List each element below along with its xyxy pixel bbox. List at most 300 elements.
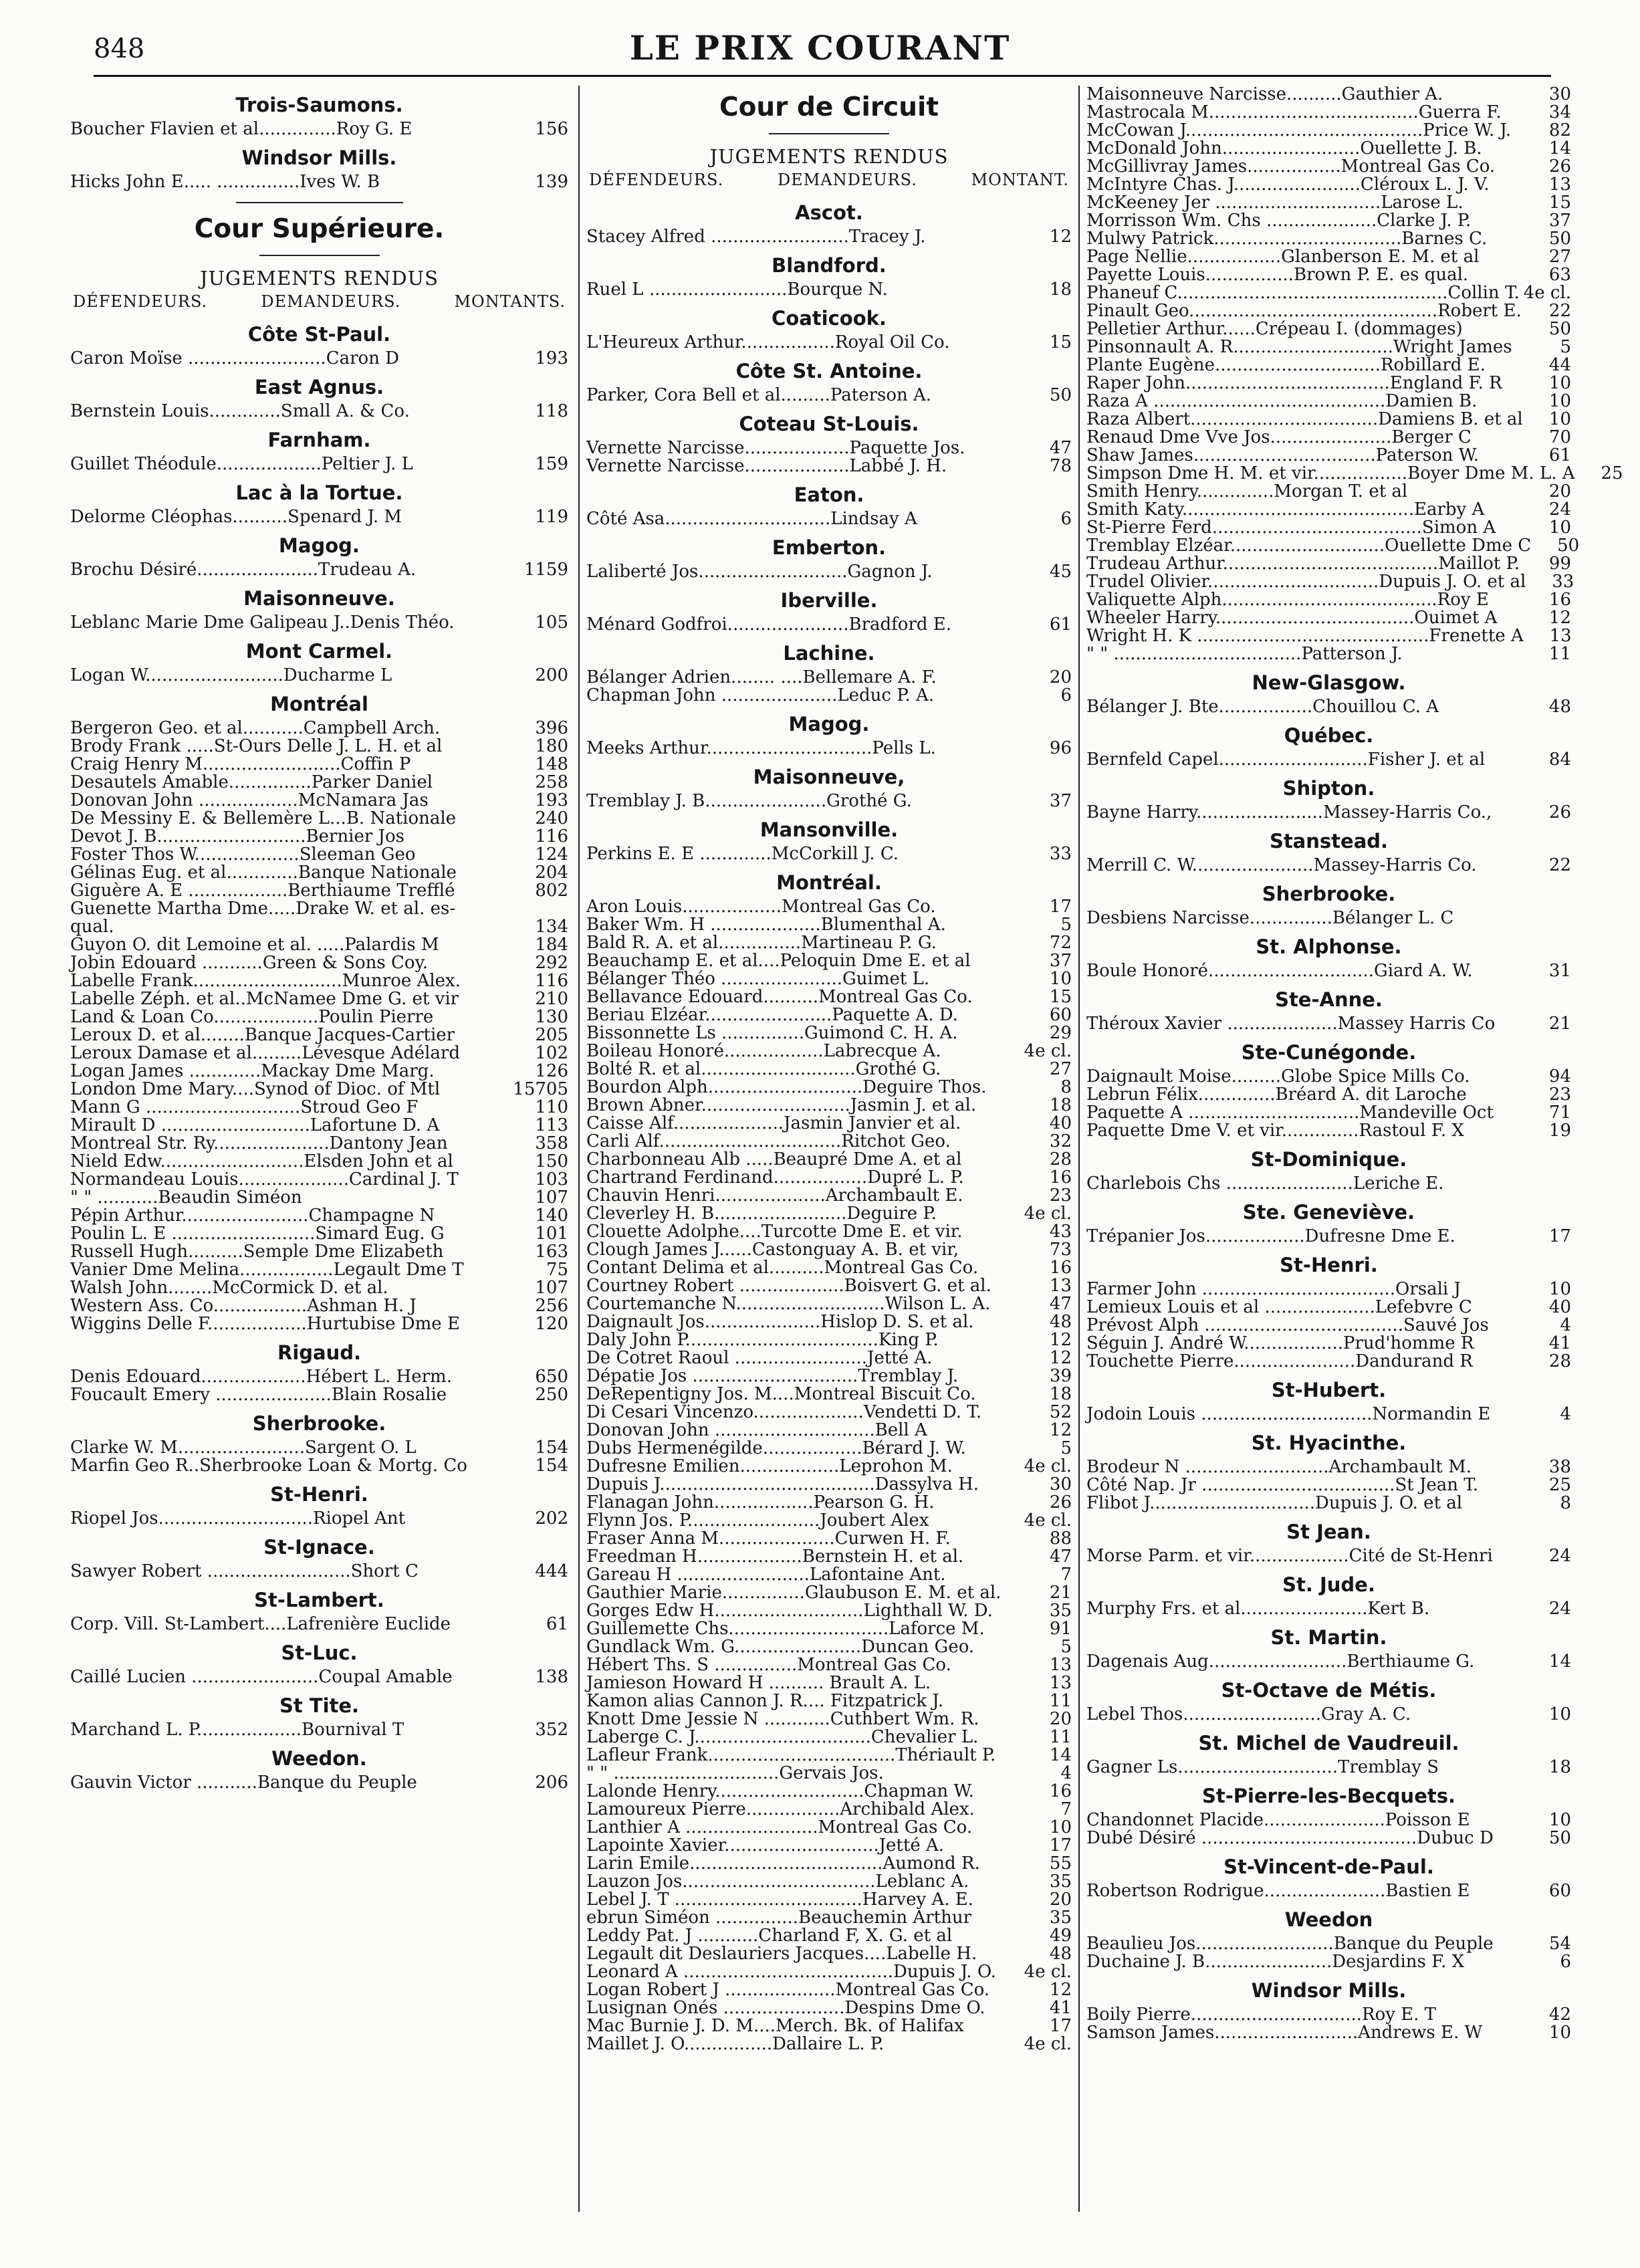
judgment-amount: 61: [546, 1614, 568, 1634]
judgment-row: [1086, 1706, 1571, 1724]
judgment-amount: 163: [535, 1242, 568, 1262]
column-left: [70, 86, 568, 2212]
judgment-parties: Bernstein Louis.............Small A. & Co.: [70, 401, 410, 421]
judgment-row: [586, 1656, 1072, 1674]
judgment-parties: Charbonneau Alb .....Beaupré Dme A. et al: [586, 1149, 962, 1169]
judgment-parties: Cleverley H. B........................Deguire P.: [586, 1204, 937, 1224]
judgment-parties: Bolté R. et al............................Grothé G.: [586, 1059, 941, 1079]
judgment-parties: Touchette Pierre......................Dandurand R: [1086, 1351, 1473, 1371]
judgment-row: [586, 1440, 1072, 1458]
judgment-parties: Hicks John E..... ...............Ives W. B: [70, 172, 380, 192]
judgment-parties: Denis Edouard...................Hébert L. Herm.: [70, 1367, 452, 1387]
judgment-amount: 250: [535, 1385, 568, 1405]
section-heading: Sherbrooke.: [1262, 883, 1396, 905]
judgment-parties: Caisse Alf....................Jasmin Janvier et al.: [586, 1113, 961, 1133]
judgment-row: [1086, 158, 1571, 176]
judgment-amount: 10: [1548, 1810, 1571, 1830]
judgment-parties: Bellavance Edouard..........Montreal Gas Co.: [586, 987, 973, 1007]
section-heading: St-Octave de Métis.: [1221, 1679, 1437, 1702]
judgment-parties: Lemieux Louis et al ....................Lefebvre C: [1086, 1297, 1472, 1317]
judgment-parties: Beauchamp E. et al....Peloquin Dme E. et al: [586, 951, 971, 971]
judgment-row: [1086, 962, 1571, 980]
judgment-parties: Western Ass. Co.................Ashman H. J: [70, 1296, 417, 1316]
judgment-row: [586, 1891, 1072, 1909]
section-heading: Farnham.: [267, 429, 371, 451]
judgment-row: [1086, 1175, 1571, 1193]
judgment-parties: Leonard A ......................................Dupuis J. O.: [586, 1962, 996, 1982]
judgment-parties: Daly John P...................................King P.: [586, 1330, 939, 1350]
judgment-row: [70, 1243, 568, 1261]
judgment-row: [70, 1615, 568, 1633]
judgment-row: [70, 1153, 568, 1171]
judgment-amount: 82: [1548, 120, 1571, 140]
judgment-row: [1086, 1335, 1571, 1353]
judgment-amount: 107: [535, 1278, 568, 1298]
judgment-amount: 358: [535, 1133, 568, 1153]
judgment-amount: 60: [1548, 1881, 1571, 1901]
section-heading: Lac à la Tortue.: [235, 481, 403, 504]
judgment-amount: 10: [1548, 1279, 1571, 1299]
judgment-row: [70, 508, 568, 526]
judgment-row: [1086, 212, 1571, 230]
judgment-amount: 35: [1049, 1872, 1072, 1892]
judgment-amount: 20: [1049, 1709, 1072, 1729]
judgment-parties: Logan Robert J ....................Montreal Gas Co.: [586, 1980, 990, 2000]
judgment-row: [586, 228, 1072, 246]
judgment-row: [586, 1331, 1072, 1349]
judgment-amount: 4e cl.: [1024, 2034, 1072, 2054]
judgment-parties: Gundlack Wm. G.......................Duncan Geo.: [586, 1637, 975, 1657]
judgment-row: [586, 1367, 1072, 1385]
judgment-parties: Courtney Robert ...................Boisvert G. et al.: [586, 1276, 991, 1296]
section-heading: St-Luc.: [281, 1641, 358, 1664]
judgment-amount: 4: [1560, 1315, 1571, 1335]
judgment-row: [586, 1819, 1072, 1837]
judgment-parties: Leroux D. et al........Banque Jacques-Cartier: [70, 1025, 455, 1045]
judgment-row: [1086, 1811, 1571, 1829]
judgment-parties: Boucher Flavien et al..............Roy G. E: [70, 119, 413, 139]
judgment-row: [586, 1241, 1072, 1259]
section-heading: St. Michel de Vaudreuil.: [1198, 1732, 1459, 1754]
judgment-parties: Dubé Désiré .......................................Dubuc D: [1086, 1828, 1494, 1848]
judgment-amount: 10: [1548, 518, 1571, 538]
judgment-parties: Jodoin Louis ...............................Normandin E: [1086, 1404, 1491, 1424]
judgment-amount: 154: [535, 1456, 568, 1476]
judgment-amount: 6: [1560, 1952, 1571, 1972]
judgment-parties: Lanthier A ........................Montreal Gas Co.: [586, 1817, 973, 1837]
judgment-parties: Chartrand Ferdinand.................Dupré L. P.: [586, 1167, 964, 1187]
judgment-amount: 5: [1560, 337, 1571, 357]
judgment-row: [586, 1783, 1072, 1801]
judgment-parties: Prévost Alph ....................................Sauvé Jos: [1086, 1315, 1489, 1335]
judgment-row: [1086, 1353, 1571, 1371]
judgment-row: [586, 1403, 1072, 1422]
judgment-amount: 103: [535, 1169, 568, 1189]
judgment-amount: 99: [1548, 554, 1571, 574]
judgment-amount: 28: [1049, 1149, 1072, 1169]
judgment-parties: Beriau Elzéar.......................Paquette A. D.: [586, 1005, 958, 1025]
judgment-row: [70, 918, 568, 936]
judgment-row: [1086, 2024, 1571, 2042]
judgment-parties: Shaw James.................................Paterson W.: [1086, 445, 1480, 465]
judgment-parties: Daignault Moise.........Globe Spice Mills Co.: [1086, 1066, 1470, 1087]
judgment-parties: Daignault Jos.....................Hislop D. S. et al.: [586, 1312, 974, 1332]
judgment-row: [586, 1728, 1072, 1746]
judgment-amount: 10: [1548, 2023, 1571, 2043]
judgment-row: [1086, 86, 1571, 104]
judgment-row: [586, 669, 1072, 687]
section-heading: Ste. Geneviève.: [1242, 1201, 1415, 1224]
judgment-amount: 17: [1049, 1835, 1072, 1855]
judgment-parties: DeRepentigny Jos. M....Montreal Biscuit Co.: [586, 1384, 976, 1404]
judgment-amount: 13: [1049, 1673, 1072, 1693]
judgment-amount: 91: [1049, 1619, 1072, 1639]
judgment-parties: L'Heureux Arthur.................Royal Oil Co.: [586, 332, 950, 352]
judgment-row: [586, 1855, 1072, 1873]
judgment-parties: Trudeau Arthur.......................................Maillot P.: [1086, 554, 1520, 574]
section-heading: Québec.: [1284, 724, 1374, 747]
judgment-row: [70, 1062, 568, 1081]
judgment-row: [70, 173, 568, 191]
judgment-parties: Ménard Godfroi......................Bradford E.: [586, 614, 952, 635]
judgment-parties: ebrun Siméon ...............Beauchemin Arthur: [586, 1908, 971, 1928]
judgment-parties: McGillivray James.................Montreal Gas Co.: [1086, 156, 1496, 177]
judgment-row: [586, 1945, 1072, 1963]
judgment-row: [1086, 1015, 1571, 1033]
judgment-amount: 4: [1060, 1763, 1072, 1783]
judgment-parties: Baker Wm. H ....................Blumenthal A.: [586, 915, 946, 935]
judgment-parties: Bissonnette Ls ...............Guimond C. H. A.: [586, 1023, 958, 1043]
judgment-amount: 22: [1548, 301, 1571, 321]
judgment-amount: 29: [1049, 1023, 1072, 1043]
judgment-parties: Caillé Lucien .......................Coupal Amable: [70, 1667, 453, 1687]
judgment-amount: 44: [1548, 355, 1571, 375]
judgment-row: [70, 810, 568, 828]
judgment-amount: 15705: [513, 1079, 568, 1099]
judgment-amount: 61: [1548, 445, 1571, 465]
judgment-row: [1086, 176, 1571, 194]
judgment-parties: Guillemette Chs.............................Laforce M.: [586, 1619, 985, 1639]
judgment-row: [586, 898, 1072, 916]
judgment-parties: Payette Louis................Brown P. E. es qual.: [1086, 265, 1469, 285]
judgment-amount: 23: [1548, 1085, 1571, 1105]
judgment-amount: 50: [1049, 385, 1072, 405]
judgment-row: [1086, 392, 1571, 411]
judgment-parties: Lebel J. T ..................................Harvey A. E.: [586, 1890, 973, 1910]
judgment-parties: Perkins E. E .............McCorkill J. C.: [586, 844, 899, 864]
section-heading: St Jean.: [1286, 1520, 1371, 1543]
judgment-amount: 134: [535, 917, 568, 937]
judgment-row: [70, 1008, 568, 1026]
judgment-row: [1086, 140, 1571, 158]
judgment-row: [586, 1765, 1072, 1783]
judgment-parties: Boileau Honoré..................Labrecque A.: [586, 1041, 941, 1061]
judgment-row: [1086, 536, 1580, 556]
judgment-row: [70, 350, 568, 368]
judgment-row: [70, 719, 568, 738]
judgment-amount: 94: [1548, 1066, 1571, 1087]
judgment-row: [70, 614, 568, 632]
judgment-parties: Flanagan John..................Pearson G. H.: [586, 1492, 935, 1512]
judgment-amount: 138: [535, 1667, 568, 1687]
section-heading: Ste-Cunégonde.: [1241, 1041, 1417, 1064]
judgment-amount: 26: [1548, 802, 1571, 822]
judgment-parties: Chandonnet Placide......................Poisson E: [1086, 1810, 1470, 1830]
judgment-amount: 202: [535, 1508, 568, 1528]
judgment-parties: qual.: [70, 917, 114, 937]
section-divider: [259, 255, 380, 256]
judgment-parties: Bélanger Adrien........ ....Bellemare A. F.: [586, 667, 937, 687]
judgment-row: [586, 1060, 1072, 1079]
judgment-parties: Pépin Arthur.......................Champagne N: [70, 1206, 435, 1226]
judgment-row: [70, 455, 568, 473]
court-title: Cour Supérieure.: [194, 214, 445, 244]
judgment-parties: Murphy Frs. et al.......................Kert B.: [1086, 1599, 1430, 1619]
judgment-parties: Dufresne Emilien..................Leprohon M.: [586, 1456, 953, 1476]
judgment-row: [586, 1295, 1072, 1313]
section-heading: Côte St-Paul.: [247, 323, 391, 346]
judgment-parties: Clough James J......Castonguay A. B. et vir,: [586, 1240, 959, 1260]
judgment-amount: 11: [1548, 644, 1571, 664]
judgment-row: [586, 1548, 1072, 1566]
judgment-row: [70, 403, 568, 421]
judgment-parties: Wright H. K ..........................................Frenette A: [1086, 626, 1524, 646]
section-heading: Lachine.: [783, 642, 875, 665]
judgment-parties: Land & Loan Co...................Poulin Pierre: [70, 1007, 434, 1027]
section-heading: St-Vincent-de-Paul.: [1223, 1855, 1434, 1878]
judgment-row: [1086, 1653, 1571, 1671]
judgment-parties: Guyon O. dit Lemoine et al. .....Palardis M: [70, 935, 439, 955]
judgment-parties: Clouette Adolphe....Turcotte Dme E. et vir.: [586, 1222, 963, 1242]
section-heading: Weedon: [1284, 1908, 1373, 1931]
judgment-parties: Parker, Cora Bell et al.........Paterson A.: [586, 385, 932, 405]
judgment-amount: 4e cl.: [1024, 1041, 1072, 1061]
judgment-amount: 148: [535, 754, 568, 774]
judgment-parties: Logan W.........................Ducharme L: [70, 665, 392, 685]
judgment-amount: 118: [535, 401, 568, 421]
judgment-parties: Raza A ..........................................Damien B.: [1086, 391, 1478, 411]
judgment-parties: Côté Nap. Jr ...................................St Jean T.: [1086, 1475, 1479, 1495]
judgment-parties: Carli Alf.................................Ritchot Geo.: [586, 1131, 951, 1151]
judgment-amount: 21: [1548, 1014, 1571, 1034]
judgment-row: [1086, 698, 1571, 716]
judgment-parties: Flibot J..............................Dupuis J. O. et al: [1086, 1493, 1463, 1513]
judgment-amount: 49: [1049, 1926, 1072, 1946]
column-header: DÉFENDEURS.: [73, 292, 208, 311]
judgment-row: [1086, 1547, 1571, 1565]
judgment-row: [1086, 320, 1571, 338]
section-divider: [769, 133, 889, 134]
judgment-parties: " " ...........Beaudin Siméon: [70, 1187, 302, 1208]
judgment-row: [1086, 1476, 1571, 1494]
judgment-row: [586, 1187, 1072, 1205]
judgment-parties: Phaneuf C.................................................Collin T.: [1086, 283, 1520, 303]
judgment-row: [70, 954, 568, 972]
judgment-parties: Leroux Damase et al.........Lévesque Adélard: [70, 1043, 461, 1063]
judgment-row: [70, 1279, 568, 1297]
judgment-amount: 193: [535, 790, 568, 810]
judgment-parties: McDonald John.........................Ouellette J. B.: [1086, 138, 1482, 158]
judgment-parties: Desautels Amable...............Parker Daniel: [70, 772, 433, 792]
judgment-parties: Maillet J. O................Dallaire L. P.: [586, 2034, 885, 2054]
judgment-row: [586, 457, 1072, 475]
judgment-parties: Riopel Jos............................Riopel Ant: [70, 1508, 406, 1528]
judgment-row: [1086, 555, 1571, 573]
judgment-amount: 48: [1049, 1312, 1072, 1332]
judgment-parties: Brody Frank .....St-Ours Delle J. L. H. et al: [70, 736, 443, 756]
judgment-amount: 120: [535, 1314, 568, 1334]
judgment-amount: 102: [535, 1043, 568, 1063]
judgment-parties: Merrill C. W......................Massey-Harris Co.: [1086, 855, 1477, 875]
judgment-parties: Chauvin Henri....................Archambault E.: [586, 1185, 963, 1206]
judgment-amount: 38: [1548, 1457, 1571, 1477]
judgment-parties: Renaud Dme Vve Jos......................Berger C: [1086, 427, 1472, 447]
judgment-amount: 292: [535, 953, 568, 973]
column-headers: [586, 171, 1072, 193]
judgment-parties: London Dme Mary....Synod of Dioc. of Mtl: [70, 1079, 441, 1099]
judgment-amount: 1159: [523, 560, 568, 580]
judgment-row: [586, 1169, 1072, 1187]
judgment-amount: 19: [1548, 1121, 1571, 1141]
judgment-amount: 40: [1049, 1113, 1072, 1133]
judgment-parties: Brodeur N ..........................Archambault M.: [1086, 1457, 1472, 1477]
judgment-parties: Gorges Edw H...........................Lighthall W. D.: [586, 1601, 993, 1621]
judgment-amount: 20: [1548, 481, 1571, 501]
judgment-row: [70, 936, 568, 954]
section-heading: Blandford.: [772, 254, 887, 277]
judgment-row: [1086, 302, 1571, 320]
judgment-row: [70, 900, 568, 918]
judgment-row: [1086, 645, 1571, 663]
section-heading: St. Martin.: [1270, 1626, 1387, 1649]
judgment-row: [1086, 519, 1571, 537]
judgment-row: [586, 1837, 1072, 1855]
judgment-row: [586, 1024, 1072, 1042]
judgment-row: [586, 1927, 1072, 1945]
judgment-amount: 4e cl.: [1024, 1456, 1072, 1476]
judgment-row: [1086, 1494, 1571, 1512]
judgment-parties: McKeeney Jer ..............................Larose L.: [1086, 193, 1463, 213]
judgment-row: [586, 1602, 1072, 1620]
judgment-parties: Devot J. B...........................Bernier Jos: [70, 826, 404, 846]
judgment-amount: 12: [1049, 1420, 1072, 1440]
section-heading: Coteau St-Louis.: [739, 413, 919, 435]
judgment-parties: Meeks Arthur..............................Pells L.: [586, 738, 936, 758]
court-title: Cour de Circuit: [719, 92, 939, 122]
judgment-parties: Trudel Olivier...............................Dupuis J. O. et al: [1086, 572, 1526, 592]
judgment-row: [586, 1512, 1072, 1530]
judgment-row: [586, 1530, 1072, 1548]
judgment-parties: St-Pierre Ferd......................................Simon A: [1086, 518, 1496, 538]
section-subtitle: JUGEMENTS RENDUS: [709, 145, 949, 168]
judgment-amount: 13: [1549, 626, 1572, 646]
judgment-row: [1086, 1953, 1571, 1971]
section-heading: Coaticook.: [772, 307, 887, 330]
section-heading: Eaton.: [794, 483, 864, 506]
section-divider: [236, 202, 403, 203]
judgment-amount: 18: [1049, 279, 1072, 300]
judgment-row: [1086, 411, 1571, 429]
judgment-row: [586, 1115, 1072, 1133]
judgment-row: [1086, 1104, 1571, 1122]
judgment-parties: McCowan J...........................................Price W. J.: [1086, 120, 1512, 140]
section-heading: Trois-Saumons.: [235, 94, 403, 116]
judgment-row: [1086, 1759, 1571, 1777]
judgment-row: [70, 1315, 568, 1333]
judgment-amount: 139: [535, 172, 568, 192]
judgment-amount: 75: [546, 1260, 568, 1280]
judgment-amount: 26: [1049, 1492, 1072, 1512]
section-heading: St-Ignace.: [263, 1536, 375, 1559]
judgment-amount: 11: [1049, 1691, 1072, 1711]
judgment-parties: Laliberté Jos...........................Gagnon J.: [586, 562, 933, 582]
section-heading: Mont Carmel.: [245, 640, 393, 663]
judgment-parties: Donovan John ..................McNamara Jas: [70, 790, 429, 810]
judgment-amount: 11: [1049, 1727, 1072, 1747]
section-subtitle: JUGEMENTS RENDUS: [199, 267, 439, 290]
section-heading: Montréal: [270, 693, 368, 715]
judgment-amount: 54: [1548, 1934, 1571, 1954]
judgment-amount: 101: [535, 1224, 568, 1244]
judgment-amount: 17: [1548, 1226, 1571, 1246]
judgment-parties: Morrisson Wm. Chs ....................Clarke J. P.: [1086, 211, 1472, 231]
judgment-amount: 116: [535, 826, 568, 846]
judgment-parties: Foucault Emery .....................Blain Rosalie: [70, 1385, 447, 1405]
judgment-parties: Legault dit Deslauriers Jacques....Labelle H.: [586, 1944, 977, 1964]
section-heading: Windsor Mills.: [241, 146, 397, 169]
judgment-parties: Brochu Désiré......................Trudeau A.: [70, 560, 417, 580]
judgment-row: [586, 1006, 1072, 1024]
section-heading: Maisonneuve,: [753, 766, 905, 788]
judgment-amount: 7: [1060, 1799, 1072, 1819]
judgment-parties: Delorme Cléophas..........Spenard J. M: [70, 507, 402, 527]
judgment-parties: Gélinas Eug. et al.............Banque Nationale: [70, 863, 457, 883]
judgment-amount: 124: [535, 844, 568, 865]
judgment-row: [1086, 248, 1571, 266]
judgment-parties: Normandeau Louis....................Cardinal J. T: [70, 1169, 459, 1189]
judgment-amount: 14: [1049, 1745, 1072, 1765]
judgment-row: [1086, 104, 1571, 122]
judgment-amount: 13: [1049, 1276, 1072, 1296]
judgment-parties: Vanier Dme Melina.................Legault Dme T: [70, 1260, 464, 1280]
judgment-parties: Walsh John........McCormick D. et al.: [70, 1278, 388, 1298]
section-heading: Magog.: [279, 534, 360, 557]
judgment-row: [70, 1668, 568, 1686]
judgment-amount: 60: [1049, 1005, 1072, 1025]
judgment-row: [586, 2035, 1072, 2053]
judgment-parties: Gauvin Victor ...........Banque du Peuple: [70, 1773, 417, 1793]
judgment-parties: Caron Moïse .........................Caron D: [70, 348, 400, 368]
judgment-parties: Freedman H...................Bernstein H. et al.: [586, 1547, 964, 1567]
section-heading: Iberville.: [780, 589, 878, 612]
judgment-row: [70, 1439, 568, 1457]
judgment-amount: 10: [1548, 1704, 1571, 1724]
judgment-amount: 47: [1049, 438, 1072, 458]
judgment-parties: Mulwy Patrick..................................Barnes C.: [1086, 229, 1488, 249]
judgment-parties: Chapman John .....................Leduc P. A.: [586, 685, 934, 705]
section-heading: St-Henri.: [270, 1483, 368, 1506]
judgment-parties: " " ..................................Patterson J.: [1086, 644, 1403, 664]
judgment-amount: 110: [535, 1097, 568, 1117]
judgment-parties: Robertson Rodrigue......................Bastien E: [1086, 1881, 1470, 1901]
judgment-amount: 8: [1560, 1493, 1571, 1513]
judgment-row: [586, 1494, 1072, 1512]
judgment-amount: 26: [1548, 156, 1571, 177]
judgment-parties: Dépatie Jos ..............................Tremblay J.: [586, 1366, 959, 1386]
judgment-parties: Contant Delima et al..........Montreal Gas Co.: [586, 1258, 979, 1278]
judgment-parties: Bergeron Geo. et al...........Campbell Arch.: [70, 718, 441, 738]
section-heading: St-Hubert.: [1271, 1379, 1387, 1401]
